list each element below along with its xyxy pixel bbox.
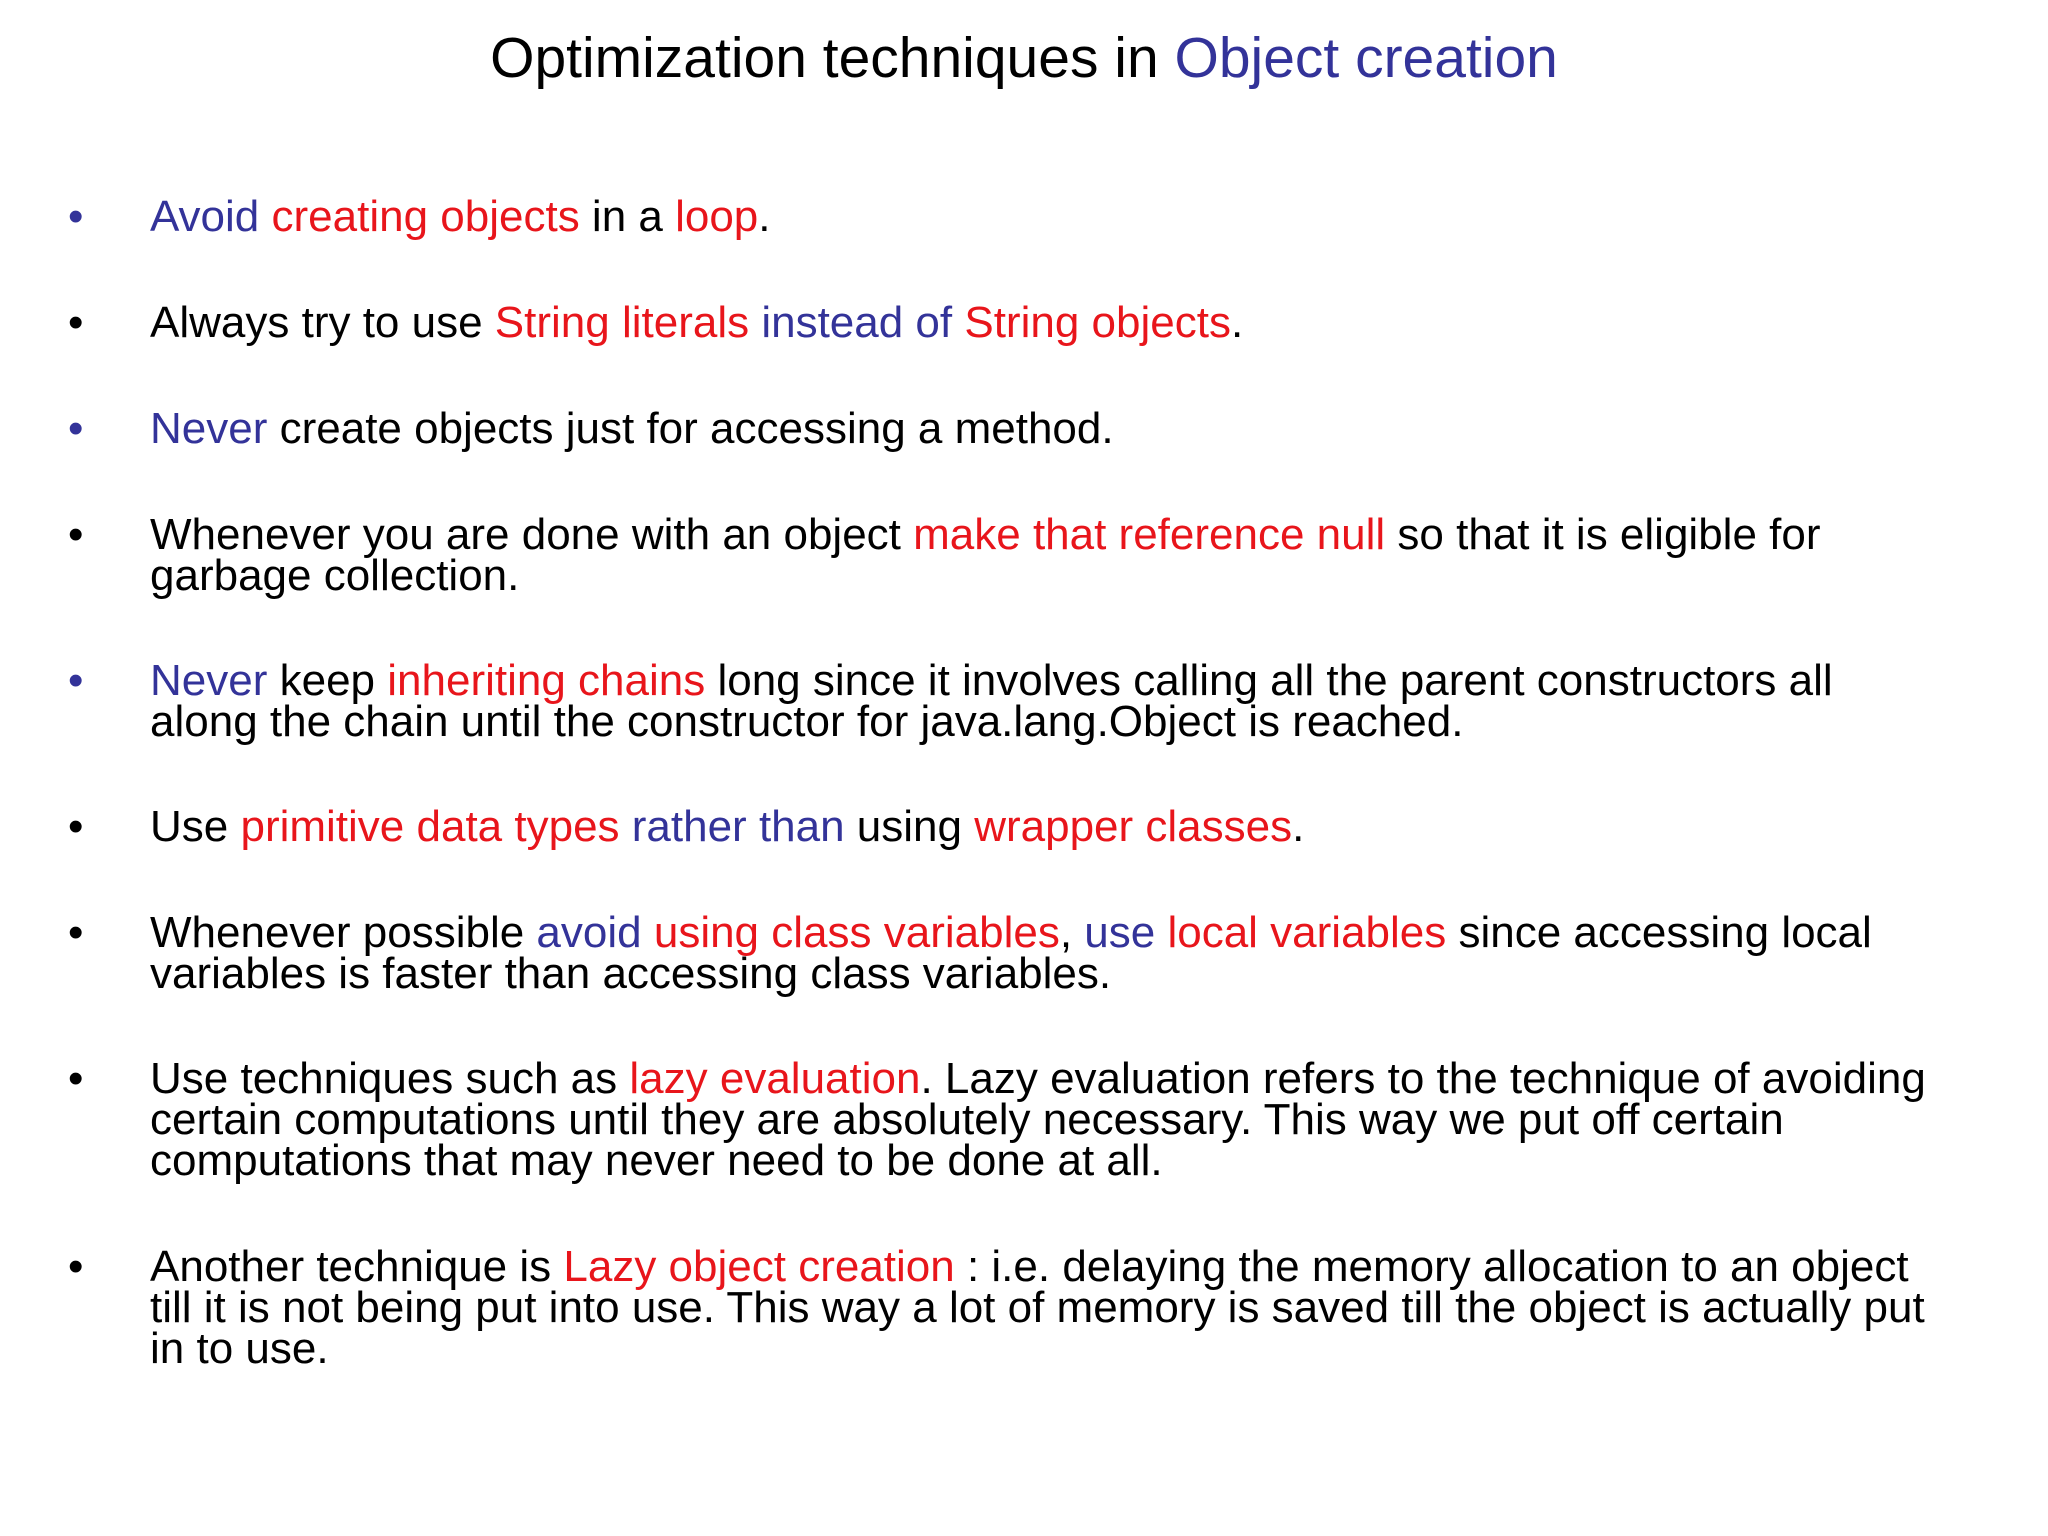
text-run: primitive data types: [240, 802, 620, 851]
text-run: instead of: [749, 298, 965, 347]
bullet-text-line: [150, 404, 2010, 453]
bullet-dot: •: [68, 192, 84, 241]
bullet-text-line: [150, 1242, 2010, 1291]
bullet-text-line: [150, 1324, 2010, 1373]
bullet-text-line: [150, 192, 2010, 241]
text-run: computations that may never need to be done at all.: [150, 1136, 1163, 1185]
text-run: till it is not being put into use. This way a lot of memory is saved till the object is actually put: [150, 1283, 1925, 1332]
bullet-dot: •: [68, 298, 84, 347]
text-run: in a: [579, 192, 676, 241]
bullet-text-line: [150, 656, 2010, 705]
text-run: along the chain until the constructor for java.lang.Object is reached.: [150, 697, 1464, 746]
text-run: . Lazy evaluation refers to the technique of avoiding: [920, 1054, 1926, 1103]
text-run: make that reference null: [913, 510, 1386, 559]
text-run: create objects just for accessing a method.: [267, 404, 1114, 453]
text-run: Never: [150, 656, 268, 705]
bullet-dot: •: [68, 656, 84, 705]
bullet-dot: •: [68, 510, 84, 559]
bullet-dot: •: [68, 802, 84, 851]
text-run: : i.e. delaying the memory allocation to an object: [954, 1242, 1909, 1291]
bullet-text-line: [150, 908, 2010, 957]
bullet-text: [150, 298, 2010, 347]
text-run: Use techniques such as: [150, 1054, 630, 1103]
text-run: .: [1292, 802, 1305, 851]
text-run: .: [1230, 298, 1244, 347]
text-run: ,: [1059, 908, 1085, 957]
bullet-text-line: [150, 1283, 2010, 1332]
bullet-text-line: [150, 298, 2010, 347]
bullet-text-line: [150, 802, 2010, 851]
text-run: variables is faster than accessing class variables.: [150, 949, 1112, 998]
text-run: since accessing local: [1446, 908, 1872, 957]
text-run: loop: [675, 192, 759, 241]
bullet-text: [150, 1054, 2010, 1185]
bullet-text-line: [150, 1136, 2010, 1185]
bullet-text: [150, 510, 2010, 600]
text-run: inheriting chains: [387, 656, 706, 705]
text-run: Whenever possible: [150, 908, 537, 957]
text-run: [259, 192, 271, 241]
text-run: lazy evaluation: [629, 1054, 921, 1103]
text-run: Always try to use: [150, 298, 495, 347]
bullet-dot: •: [68, 1054, 84, 1103]
bullet-text-line: [150, 551, 2010, 600]
text-run: in to use.: [150, 1324, 329, 1373]
text-run: local variables: [1167, 908, 1447, 957]
text-run: so that it is eligible for: [1385, 510, 1821, 559]
text-run: .: [758, 192, 771, 241]
bullet-text-line: [150, 1054, 2010, 1103]
text-run: creating objects: [271, 192, 580, 241]
text-run: wrapper classes: [974, 802, 1293, 851]
text-run: garbage collection.: [150, 551, 520, 600]
bullet-text-line: [150, 1095, 2010, 1144]
bullet-text: [150, 192, 2010, 241]
text-run: String objects: [964, 298, 1231, 347]
bullet-text-line: [150, 949, 2010, 998]
bullet-text: [150, 908, 2010, 998]
text-run: Whenever you are done with an object: [150, 510, 914, 559]
bullet-dot: •: [68, 908, 84, 957]
text-run: certain computations until they are absolutely necessary. This way we put off certain: [150, 1095, 1784, 1144]
text-run: Another technique is: [150, 1242, 564, 1291]
text-run: String literals: [494, 298, 750, 347]
bullet-text: [150, 802, 2010, 851]
title-text-black: Optimization techniques in: [490, 26, 1175, 90]
text-run: Never: [150, 404, 268, 453]
text-run: Avoid: [150, 192, 260, 241]
bullet-dot: •: [68, 404, 84, 453]
text-run: Lazy object creation: [563, 1242, 955, 1291]
text-run: Use: [150, 802, 241, 851]
slide-title: [0, 22, 2048, 94]
text-run: using class variables: [653, 908, 1060, 957]
bullet-text: [150, 656, 2010, 746]
bullet-text: [150, 1242, 2010, 1373]
bullet-dot: •: [68, 1242, 84, 1291]
title-text-blue: Object creation: [1174, 26, 1558, 90]
text-run: keep: [267, 656, 388, 705]
bullet-text: [150, 404, 2010, 453]
text-run: using: [844, 802, 975, 851]
text-run: avoid: [536, 908, 642, 957]
text-run: use: [1084, 908, 1156, 957]
bullet-text-line: [150, 697, 2010, 746]
text-run: rather than: [619, 802, 845, 851]
bullet-text-line: [150, 510, 2010, 559]
text-run: long since it involves calling all the parent constructors all: [705, 656, 1833, 705]
text-run: [1155, 908, 1167, 957]
